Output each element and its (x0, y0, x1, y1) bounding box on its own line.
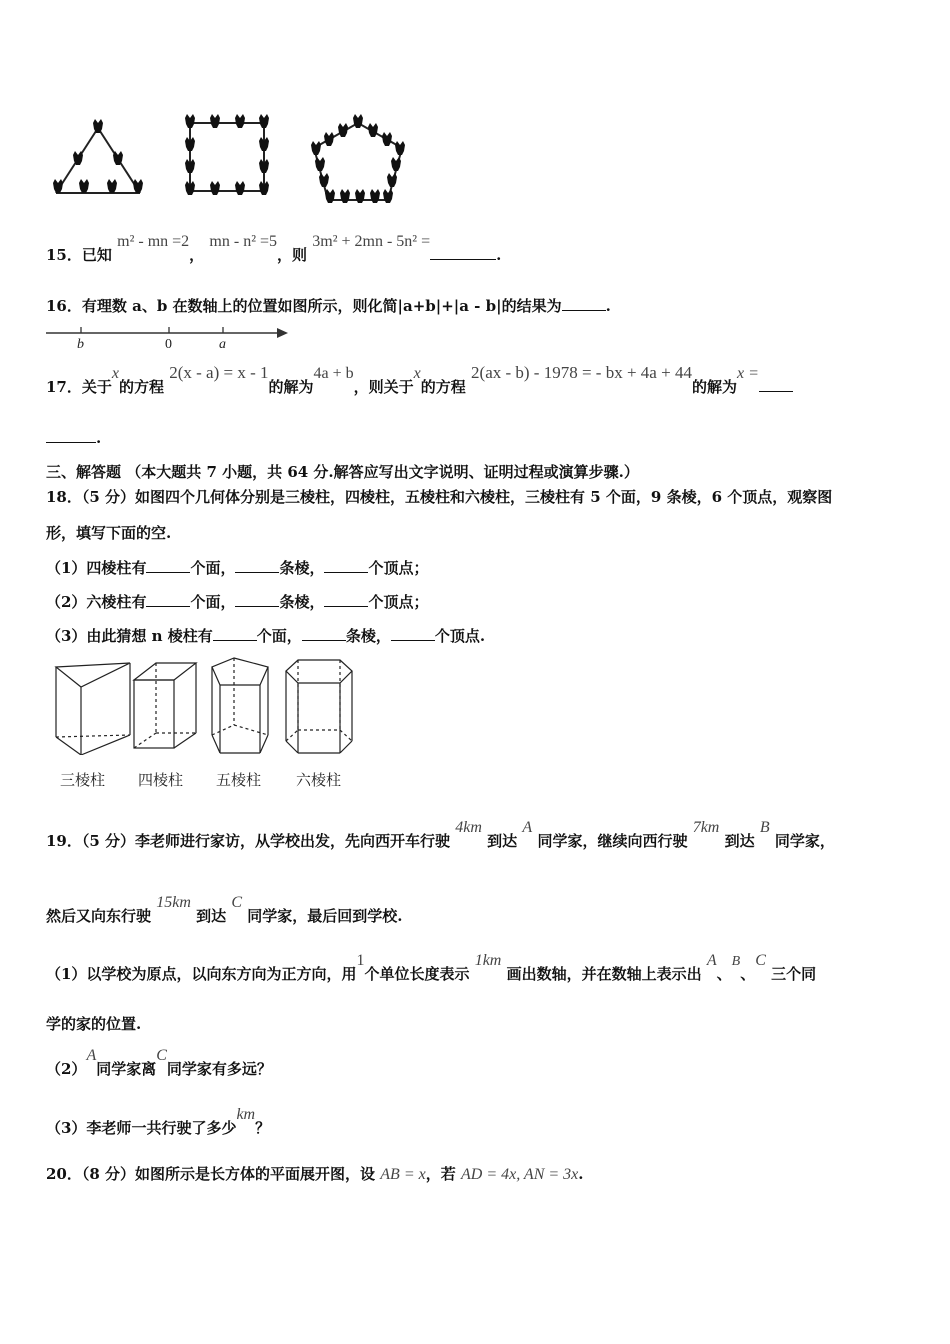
q17-answer-blank-2[interactable] (46, 428, 96, 443)
q19-sub1-one: 1 (356, 952, 365, 969)
q19-text-f: 然后又向东行驶 (46, 907, 152, 925)
q15-expr3: 3m² + 2mn - 5n² = (312, 233, 431, 250)
q18-sub-3 (46, 625, 485, 646)
q19-distance-2: 7km (692, 819, 720, 836)
q15-expr2: mn - n² =5 (209, 233, 278, 250)
q18-line-1: 18．（5 分）如图四个几何体分别是三棱柱，四棱柱，五棱柱和六棱柱，三棱柱有 5 个面，9 条棱，6 个顶点，观察图 (46, 488, 833, 506)
q17-solution2: x = (736, 365, 759, 382)
question-16 (46, 295, 611, 316)
q18-sub3-edges-blank[interactable] (302, 626, 346, 641)
q20-eq2: AD = 4x, AN = 3x (460, 1166, 579, 1183)
q19-sub1-text-a: （1）以学校为原点，以向东方向为正方向，用 (46, 965, 357, 983)
prisms-figure (46, 655, 358, 755)
q18-sub2-vertices: 个顶点； (368, 593, 429, 611)
q17-equation1: 2(x - a) = x - 1 (169, 363, 269, 382)
q19-sub-1 (46, 952, 817, 984)
q19-sub1-sep1: 、 (716, 965, 732, 983)
question-17 (46, 363, 793, 397)
q20-eq1: AB = x (380, 1166, 426, 1183)
q19-sub2-point-a: A (86, 1047, 97, 1064)
q15-expr1: m² - mn =2 (117, 233, 190, 250)
q18-sub3-label: （3）由此猜想 n 棱柱有 (46, 627, 213, 645)
q16-text: 16．有理数 a、b 在数轴上的位置如图所示，则化简|a+b|+|a - b|的结果为 (46, 297, 562, 315)
q19-point-b: B (759, 819, 770, 836)
q17-text-d: ，则关于 (353, 378, 414, 396)
question-15 (46, 233, 502, 265)
q17-equation2: 2(ax - b) - 1978 = - bx + 4a + 44 (471, 363, 692, 382)
q19-sub1-text-c: 画出数轴，并在数轴上表示出 (506, 965, 702, 983)
q16-end: . (605, 297, 611, 315)
q19-sub1-point-a: A (706, 952, 717, 969)
caption-pentagonal-prism: 五棱柱 (216, 771, 262, 789)
q19-distance-3: 15km (156, 894, 191, 911)
q20-text-b: ，若 (425, 1165, 456, 1183)
q18-sub3-faces-blank[interactable] (213, 626, 257, 641)
question-20 (46, 1163, 584, 1184)
axis-label-0: 0 (165, 337, 172, 352)
q17-end: . (96, 429, 102, 447)
caption-triangular-prism: 三棱柱 (60, 771, 106, 789)
q19-sub1-point-b: B (731, 954, 741, 969)
q18-sub3-vertices: 个顶点. (434, 627, 486, 645)
q19-text-c: 同学家，继续向西行驶 (537, 832, 688, 850)
hexagonal-prism (286, 660, 352, 753)
q19-sub2-label: （2） (46, 1060, 87, 1078)
q19-text-d: 到达 (724, 832, 755, 850)
q19-sub3-text-b: ？ (255, 1119, 271, 1137)
q17-text-f: 的解为 (691, 378, 737, 396)
q18-sub2-edges: 条棱， (279, 593, 325, 611)
q16-answer-blank[interactable] (562, 296, 606, 311)
q19-text-h: 同学家，最后回到学校. (247, 907, 403, 925)
q19-line-1 (46, 819, 835, 851)
q18-sub1-edges: 条棱， (279, 559, 325, 577)
q18-sub1-faces: 个面， (190, 559, 236, 577)
q19-sub1-sep2: 、 (740, 965, 756, 983)
q17-solution1: 4a + b (313, 365, 354, 382)
q19-text-b: 到达 (487, 832, 518, 850)
q18-sub-2 (46, 591, 429, 612)
triangular-prism (56, 663, 130, 755)
q17-text-e: 的方程 (420, 378, 466, 396)
q17-text-c: 的解为 (268, 378, 314, 396)
q19-sub2-text-b: 同学家离 (96, 1060, 157, 1078)
q19-sub3-text-a: （3）李老师一共行驶了多少 (46, 1119, 237, 1137)
axis-label-a: a (219, 337, 226, 352)
q17-var-x: x (111, 365, 119, 382)
q18-sub1-faces-blank[interactable] (146, 558, 190, 573)
q19-sub-3 (46, 1106, 271, 1138)
q15-comma2: ，则 (277, 246, 308, 264)
q18-sub1-label: （1）四棱柱有 (46, 559, 147, 577)
q19-text-g: 到达 (196, 907, 227, 925)
q19-point-c: C (231, 894, 243, 911)
square-figure (185, 114, 269, 195)
q19-sub1-text-d: 三个同 (771, 965, 817, 983)
q17-answer-blank-1[interactable] (759, 377, 793, 392)
q19-sub1-onekm: 1km (474, 952, 502, 969)
q18-sub3-edges: 条棱， (345, 627, 391, 645)
triangle-figure (53, 119, 143, 193)
q18-sub1-vertices: 个顶点； (368, 559, 429, 577)
q19-sub-2 (46, 1047, 272, 1079)
q18-line-2: 形，填写下面的空. (46, 524, 172, 542)
q18-sub3-vertices-blank[interactable] (391, 626, 435, 641)
q18-sub-1 (46, 557, 429, 578)
q15-prefix: 已知 (81, 246, 112, 264)
q17-text-b: 的方程 (118, 378, 164, 396)
q18-sub1-edges-blank[interactable] (235, 558, 279, 573)
q19-sub1-point-c: C (755, 952, 766, 969)
q18-sub2-edges-blank[interactable] (235, 592, 279, 607)
q18-sub2-label: （2）六棱柱有 (46, 593, 147, 611)
q17-start: 17．关于 (46, 378, 112, 396)
q17-continuation (46, 428, 101, 447)
q19-text-a: 19．（5 分）李老师进行家访，从学校出发，先向西开车行驶 (46, 832, 451, 850)
square-prism (134, 663, 196, 748)
axis-label-b: b (77, 337, 84, 352)
q19-point-a: A (522, 819, 533, 836)
q19-distance-1: 4km (455, 819, 482, 836)
q19-text-e: 同学家， (774, 832, 835, 850)
q18-sub2-faces: 个面， (190, 593, 236, 611)
q18-sub1-vertices-blank[interactable] (324, 558, 368, 573)
q15-number: 15． (46, 246, 82, 264)
pattern-figures (40, 108, 420, 213)
q16-number-line (44, 320, 294, 352)
q15-comma1: ， (189, 246, 205, 264)
q19-sub2-point-c: C (156, 1047, 167, 1064)
q17-var-x-2: x (413, 365, 421, 382)
caption-hexagonal-prism: 六棱柱 (296, 771, 342, 789)
q15-answer-blank[interactable] (430, 245, 496, 260)
q20-text-a: 20．（8 分）如图所示是长方体的平面展开图，设 (46, 1165, 376, 1183)
section-3-heading: 三、解答题 （本大题共 7 小题，共 64 分.解答应写出文字说明、证明过程或演算步骤.） (46, 463, 639, 481)
q19-sub1-text-b: 个单位长度表示 (364, 965, 470, 983)
pentagonal-prism (212, 658, 268, 753)
pentagon-figure (311, 114, 405, 203)
q18-sub2-vertices-blank[interactable] (324, 592, 368, 607)
q19-sub-1-cont: 学的家的位置. (46, 1015, 142, 1033)
q19-sub2-text-c: 同学家有多远？ (166, 1060, 272, 1078)
q20-text-c: . (578, 1165, 584, 1183)
q19-sub3-km: km (236, 1106, 256, 1123)
q15-end: . (496, 246, 502, 264)
q18-sub3-faces: 个面， (256, 627, 302, 645)
q19-line-2 (46, 894, 403, 926)
caption-square-prism: 四棱柱 (138, 771, 184, 789)
q18-sub2-faces-blank[interactable] (146, 592, 190, 607)
